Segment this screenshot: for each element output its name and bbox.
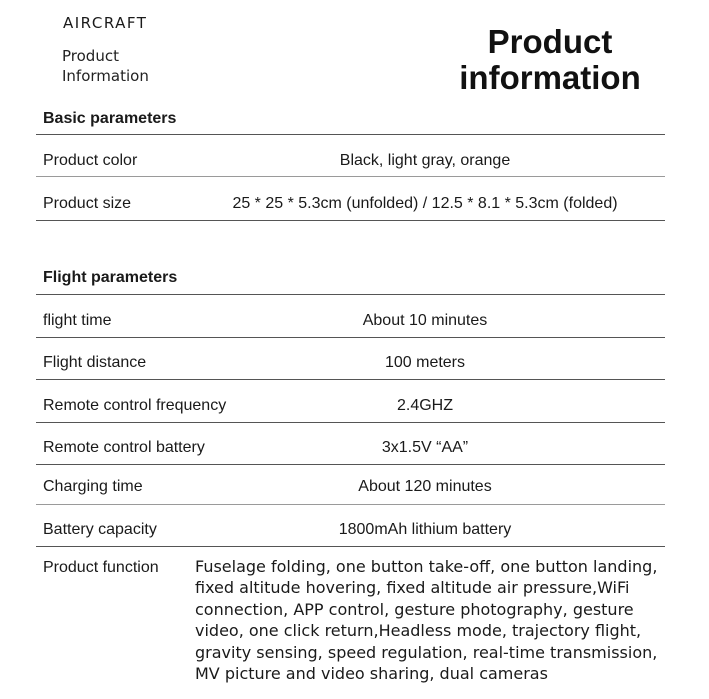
brand-subtitle-line1: Product	[62, 47, 119, 65]
divider	[36, 176, 665, 177]
brand-subtitle	[62, 46, 149, 86]
row-label-flight-distance: Flight distance	[43, 354, 147, 371]
divider	[36, 464, 665, 465]
row-label-remote-battery: Remote control battery	[43, 439, 205, 456]
section-heading-basic: Basic parameters	[43, 110, 177, 127]
row-value-battery-capacity: 1800mAh lithium battery	[338, 521, 512, 538]
row-value-flight-time: About 10 minutes	[362, 312, 488, 329]
section-heading-flight: Flight parameters	[43, 269, 178, 286]
divider	[36, 379, 665, 380]
brand-subtitle-line2: Information	[62, 67, 149, 85]
row-value-charging-time: About 120 minutes	[358, 478, 492, 495]
row-value-product-size: 25 * 25 * 5.3cm (unfolded) / 12.5 * 8.1 * 5.3cm (folded)	[232, 195, 618, 212]
divider	[36, 546, 665, 547]
page-title-line1: Product	[487, 23, 613, 60]
row-value-remote-frequency: 2.4GHZ	[396, 397, 453, 414]
row-label-battery-capacity: Battery capacity	[43, 521, 157, 538]
row-value-flight-distance: 100 meters	[384, 354, 466, 371]
product-function-description: Fuselage folding, one button take-off, one button landing, fixed altitude hovering, fixed altitude air pressure,WiFi connection, APP control, gesture photography, gesture video, one click return,Headless mode, trajectory flight, gravity sensing, speed regulation, real-time transmission, MV picture and video sharing, dual cameras	[195, 557, 658, 684]
page-title-line2: information	[459, 59, 641, 96]
divider	[36, 422, 665, 423]
row-value-remote-battery: 3x1.5V “AA”	[381, 439, 469, 456]
divider	[36, 294, 665, 295]
row-label-product-size: Product size	[43, 195, 132, 212]
row-label-charging-time: Charging time	[43, 478, 143, 495]
divider	[36, 220, 665, 221]
row-value-product-color: Black, light gray, orange	[339, 152, 511, 169]
divider	[36, 504, 665, 505]
row-label-product-color: Product color	[43, 152, 138, 169]
page-title	[440, 24, 660, 96]
row-label-remote-frequency: Remote control frequency	[43, 397, 227, 414]
divider	[36, 337, 665, 338]
brand-logo-text: AIRCRAFT	[63, 14, 148, 32]
row-label-product-function: Product function	[43, 559, 159, 576]
divider	[36, 134, 665, 135]
row-label-flight-time: flight time	[43, 312, 112, 329]
